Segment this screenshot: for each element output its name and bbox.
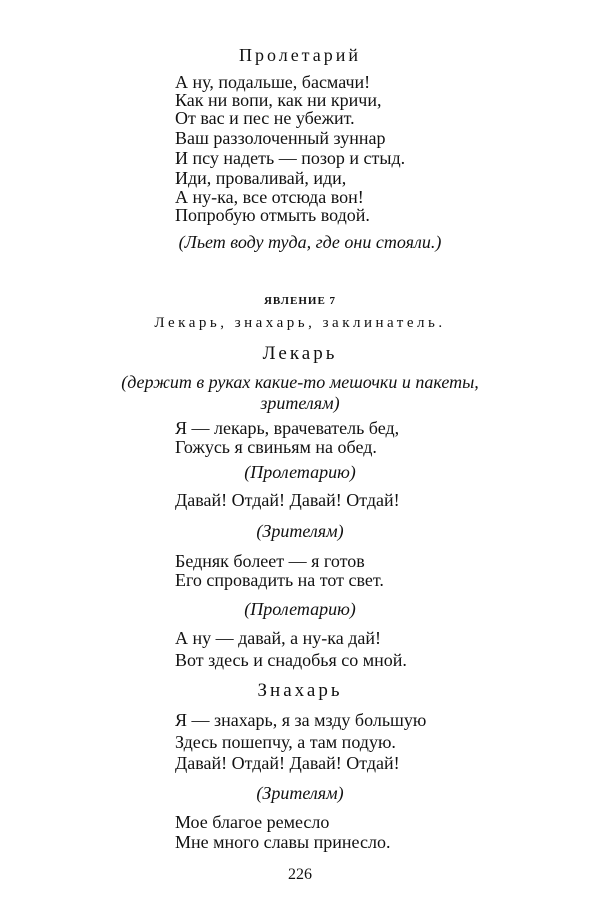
stage-direction: зрителям) xyxy=(260,393,340,413)
stage-direction: (Пролетарию) xyxy=(244,462,356,482)
verse-line: Как ни вопи, как ни кричи, xyxy=(175,90,382,110)
verse-line: Попробую отмыть водой. xyxy=(175,205,370,225)
verse-line: Гожусь я свиньям на обед. xyxy=(175,437,377,457)
speaker-name: Лекарь xyxy=(262,343,338,364)
verse-line: Его спровадить на тот свет. xyxy=(175,570,384,590)
verse-line: И псу надеть — позор и стыд. xyxy=(175,148,406,168)
page-number: 226 xyxy=(288,866,312,883)
verse-line: Я — лекарь, врачеватель бед, xyxy=(175,418,400,438)
verse-line: Бедняк болеет — я готов xyxy=(175,551,365,571)
verse-line: Мое благое ремесло xyxy=(175,812,330,832)
verse-line: От вас и пес не убежит. xyxy=(175,108,355,128)
stage-direction: (держит в руках какие-то мешочки и пакеты, xyxy=(121,372,479,392)
stage-direction: (Зрителям) xyxy=(256,783,344,803)
scene-characters: Лекарь, знахарь, заклинатель. xyxy=(154,315,446,331)
verse-line: Мне много славы принесло. xyxy=(175,832,391,852)
verse-line: Ваш раззолоченный зуннар xyxy=(175,128,386,148)
verse-line: Здесь пошепчу, а там подую. xyxy=(175,732,396,752)
stage-direction: (Льет воду туда, где они стояли.) xyxy=(178,232,442,252)
stage-direction: (Пролетарию) xyxy=(244,599,356,619)
verse-line: Иди, проваливай, иди, xyxy=(175,168,347,188)
speaker-name: Знахарь xyxy=(257,680,343,701)
stage-direction: (Зрителям) xyxy=(256,521,344,541)
verse-line: А ну — давай, а ну-ка дай! xyxy=(175,628,382,648)
verse-line: А ну-ка, все отсюда вон! xyxy=(175,187,364,207)
verse-line: Вот здесь и снадобья со мной. xyxy=(175,650,407,670)
verse-line: Давай! Отдай! Давай! Отдай! xyxy=(175,753,400,773)
scene-heading: ЯВЛЕНИЕ 7 xyxy=(263,295,337,307)
verse-line: Я — знахарь, я за мзду большую xyxy=(175,710,427,730)
verse-line: Давай! Отдай! Давай! Отдай! xyxy=(175,490,400,510)
verse-line: А ну, подальше, басмачи! xyxy=(175,72,371,92)
speaker-name: Пролетарий xyxy=(238,45,362,65)
